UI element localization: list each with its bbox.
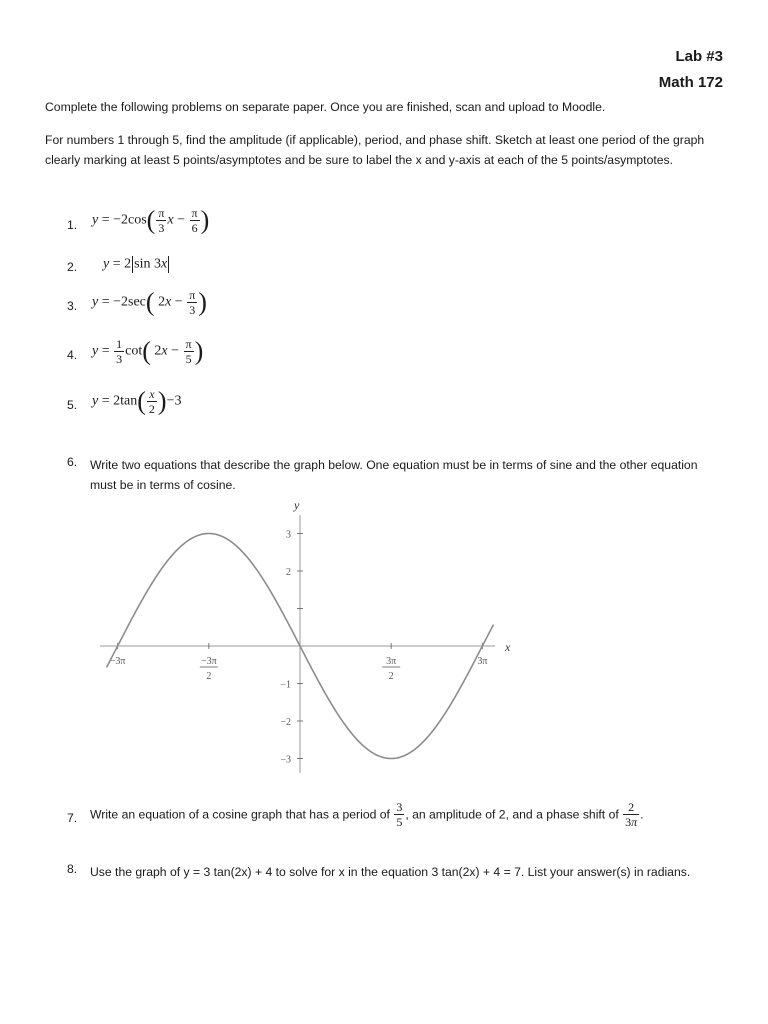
course-title: Math 172 xyxy=(658,74,723,91)
problem-5-equation: y = 2tan( $\frac{x}{2}$ )−3 xyxy=(92,386,182,416)
y-tick-label: −2 xyxy=(280,717,291,728)
problem-2-equation: y = 2 sin 3x xyxy=(103,256,168,272)
x-tick-label: −3π xyxy=(109,656,126,667)
problem-6-number: 6. xyxy=(67,455,78,469)
x-axis-label: x xyxy=(505,640,511,654)
intro-paragraph: Complete the following problems on separate paper. Once you are finished, scan and upload to Moodle. xyxy=(45,100,606,114)
problem-3-equation: y = −2sec( 2x − $\frac{\pi}{3}$ ) xyxy=(92,287,207,317)
problem-5-number: 5. xyxy=(67,398,78,412)
y-tick-label: −1 xyxy=(280,679,291,691)
x-tick-label: 3π xyxy=(386,656,397,667)
problem-7-text-a: Write an equation of a cosine graph that has a period of xyxy=(90,807,390,822)
problem-7-line xyxy=(90,800,720,829)
problem-8-text: Use the graph of y = 3 tan(2x) + 4 to solve for x in the equation 3 tan(2x) + 4 = 7. List your answer(s) in radians. xyxy=(90,865,691,879)
period-fraction: $\frac{3}{5}$ xyxy=(396,800,403,829)
problem-7-text-b: , an amplitude of 2, and a phase shift of xyxy=(405,807,619,822)
sinusoid-graph xyxy=(95,495,525,780)
y-tick-label: −3 xyxy=(280,754,291,766)
y-tick-label: 2 xyxy=(286,567,291,578)
problem-6-text: Write two equations that describe the graph below. One equation must be in terms of sine and the other equation must be in terms of cosine. xyxy=(90,458,698,492)
x-tick-denominator: 2 xyxy=(388,671,394,682)
problem-8-number: 8. xyxy=(67,862,78,876)
problem-1-equation: y = −2cos( $\frac{\pi}{3}$ x − $\frac{\pi}{6}$ ) xyxy=(92,205,210,235)
lab-number: Lab #3 xyxy=(675,48,723,65)
phase-shift-fraction: $\frac{2}{3\pi}$ xyxy=(625,800,638,829)
problem-4-equation: y = $\frac{1}{3}$ cot( 2x − $\frac{\pi}{5}$ ) xyxy=(92,336,204,366)
y-tick-label: 3 xyxy=(286,529,291,541)
problem-2-number: 2. xyxy=(67,260,78,274)
problem-4-number: 4. xyxy=(67,348,78,362)
problem-7-number: 7. xyxy=(67,811,78,825)
y-axis-label: y xyxy=(294,498,300,512)
problem-3-number: 3. xyxy=(67,299,78,313)
x-tick-label: 3π xyxy=(477,656,488,667)
x-tick-label: −3π xyxy=(200,656,217,667)
instructions-1-5: For numbers 1 through 5, find the amplitude (if applicable), period, and phase shift. Sketch at least one period of the graph clearly marking at least 5 points/asymptotes and be sure to label the x and y-axis at each of the 5 points/asymptotes. xyxy=(45,133,705,167)
problem-1-number: 1. xyxy=(67,218,78,232)
x-tick-denominator: 2 xyxy=(206,671,212,682)
problem-7-text-c: . xyxy=(640,807,644,822)
